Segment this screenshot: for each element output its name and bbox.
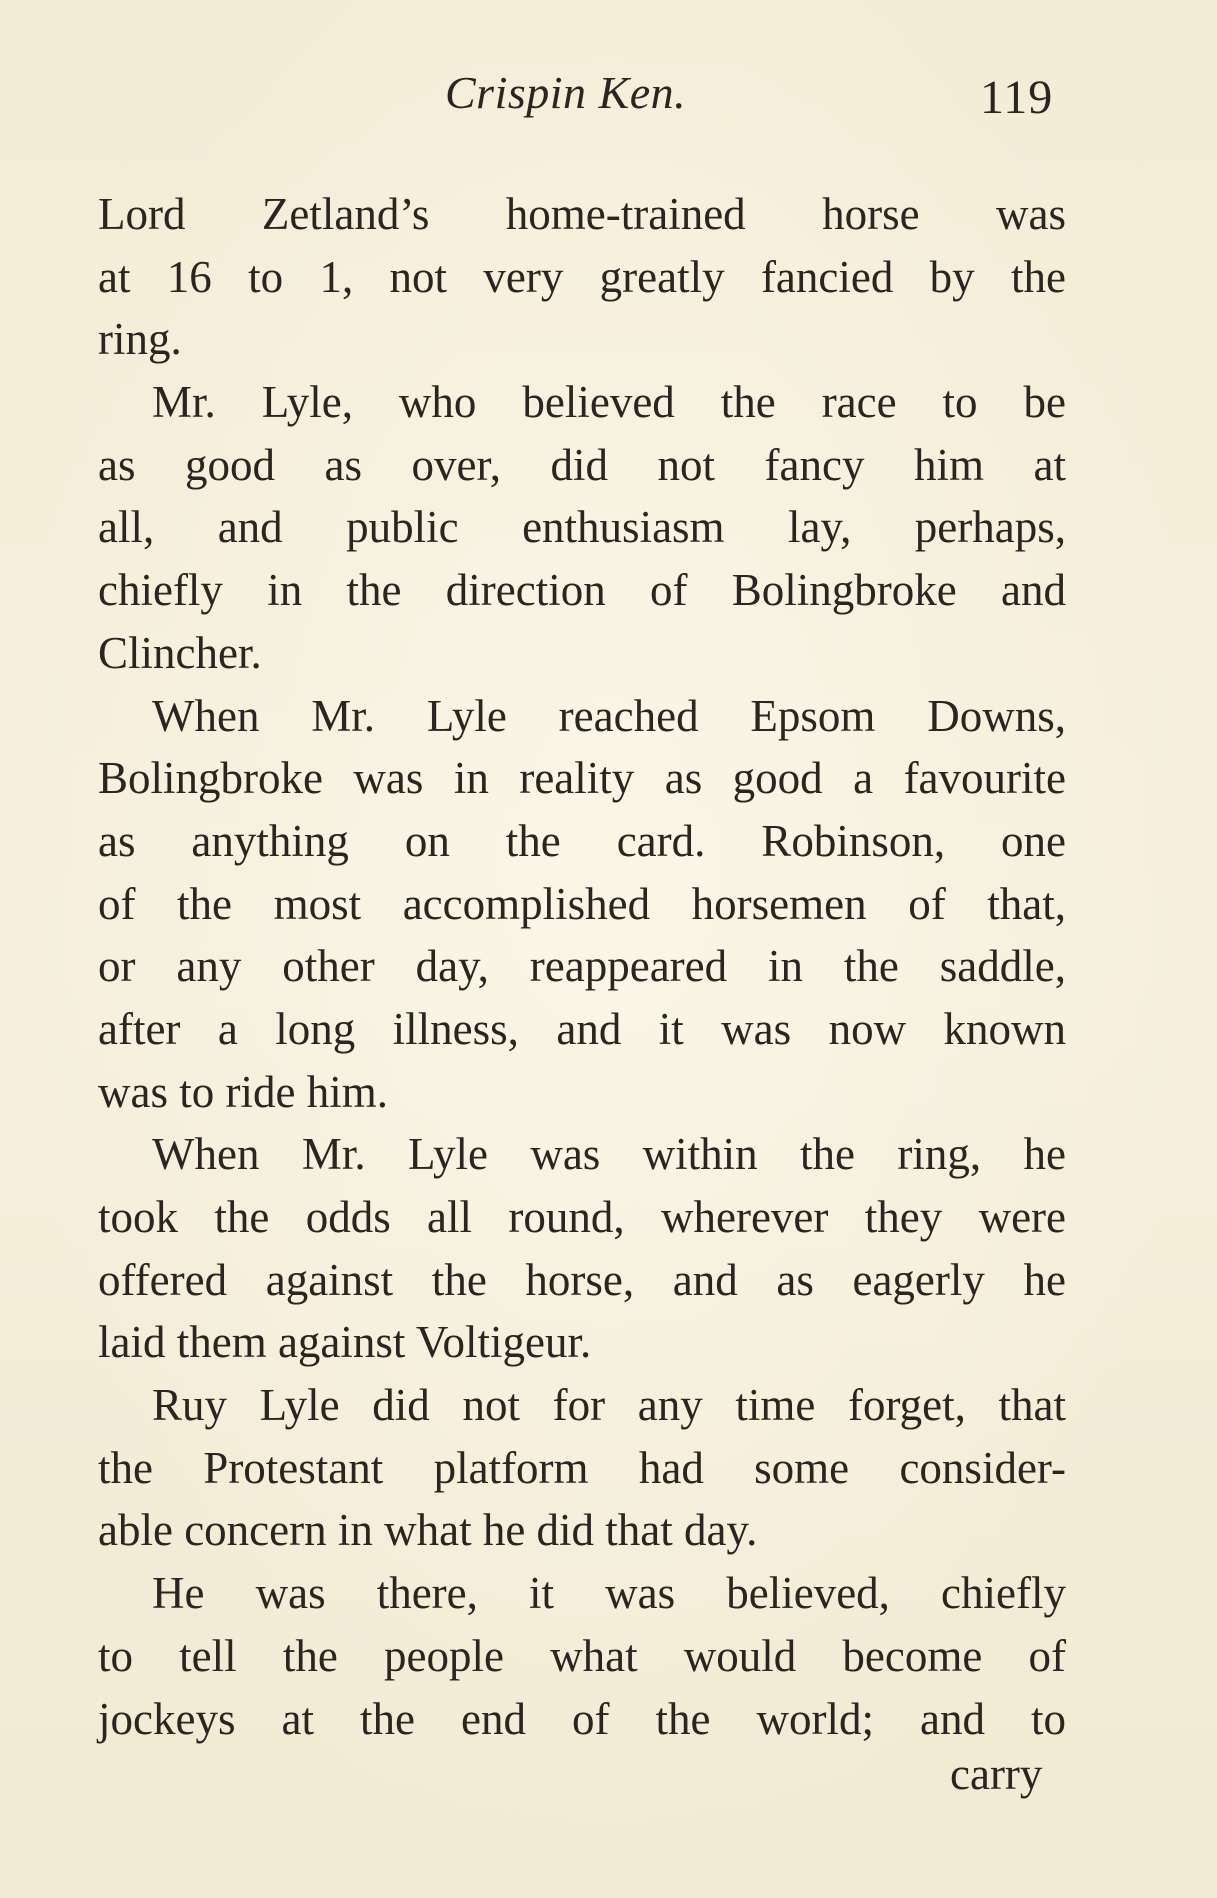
text-line: Clincher.: [98, 627, 262, 678]
text-line: ring.: [98, 314, 182, 365]
running-title: Crispin Ken.: [445, 67, 687, 118]
text-line: Bolingbroke was in reality as good a favourite: [98, 753, 1066, 804]
text-line: as good as over, did not fancy him at: [98, 439, 1066, 490]
text-line: When Mr. Lyle reached Epsom Downs,: [152, 690, 1066, 741]
text-line: to tell the people what would become of: [98, 1630, 1066, 1681]
text-line: as anything on the card. Robinson, one: [98, 815, 1066, 866]
text-line: Ruy Lyle did not for any time forget, that: [152, 1380, 1066, 1431]
text-line: of the most accomplished horsemen of that,: [98, 878, 1066, 929]
text-line: after a long illness, and it was now known: [98, 1003, 1066, 1054]
text-line: was to ride him.: [98, 1066, 388, 1117]
body-text: [98, 183, 1066, 1750]
text-line: jockeys at the end of the world; and to: [98, 1693, 1066, 1744]
text-line: offered against the horse, and as eagerly he: [98, 1254, 1066, 1305]
catchword: carry: [950, 1749, 1043, 1799]
text-line: When Mr. Lyle was within the ring, he: [152, 1129, 1066, 1180]
text-line: all, and public enthusiasm lay, perhaps,: [98, 502, 1066, 553]
text-line: took the odds all round, wherever they were: [98, 1192, 1066, 1242]
page-number: 119: [980, 71, 1054, 124]
text-line: Lord Zetland’s home-trained horse was: [98, 189, 1066, 239]
text-line: laid them against Voltigeur.: [98, 1317, 592, 1368]
text-line: at 16 to 1, not very greatly fancied by the: [98, 251, 1066, 302]
text-line: He was there, it was believed, chiefly: [152, 1568, 1066, 1619]
page-header: [0, 62, 1217, 132]
text-line: Mr. Lyle, who believed the race to be: [152, 377, 1066, 428]
text-line: able concern in what he did that day.: [98, 1505, 758, 1556]
text-line: or any other day, reappeared in the saddle,: [98, 941, 1066, 992]
text-line: chiefly in the direction of Bolingbroke and: [98, 565, 1066, 616]
text-line: the Protestant platform had some consider-: [98, 1442, 1066, 1493]
